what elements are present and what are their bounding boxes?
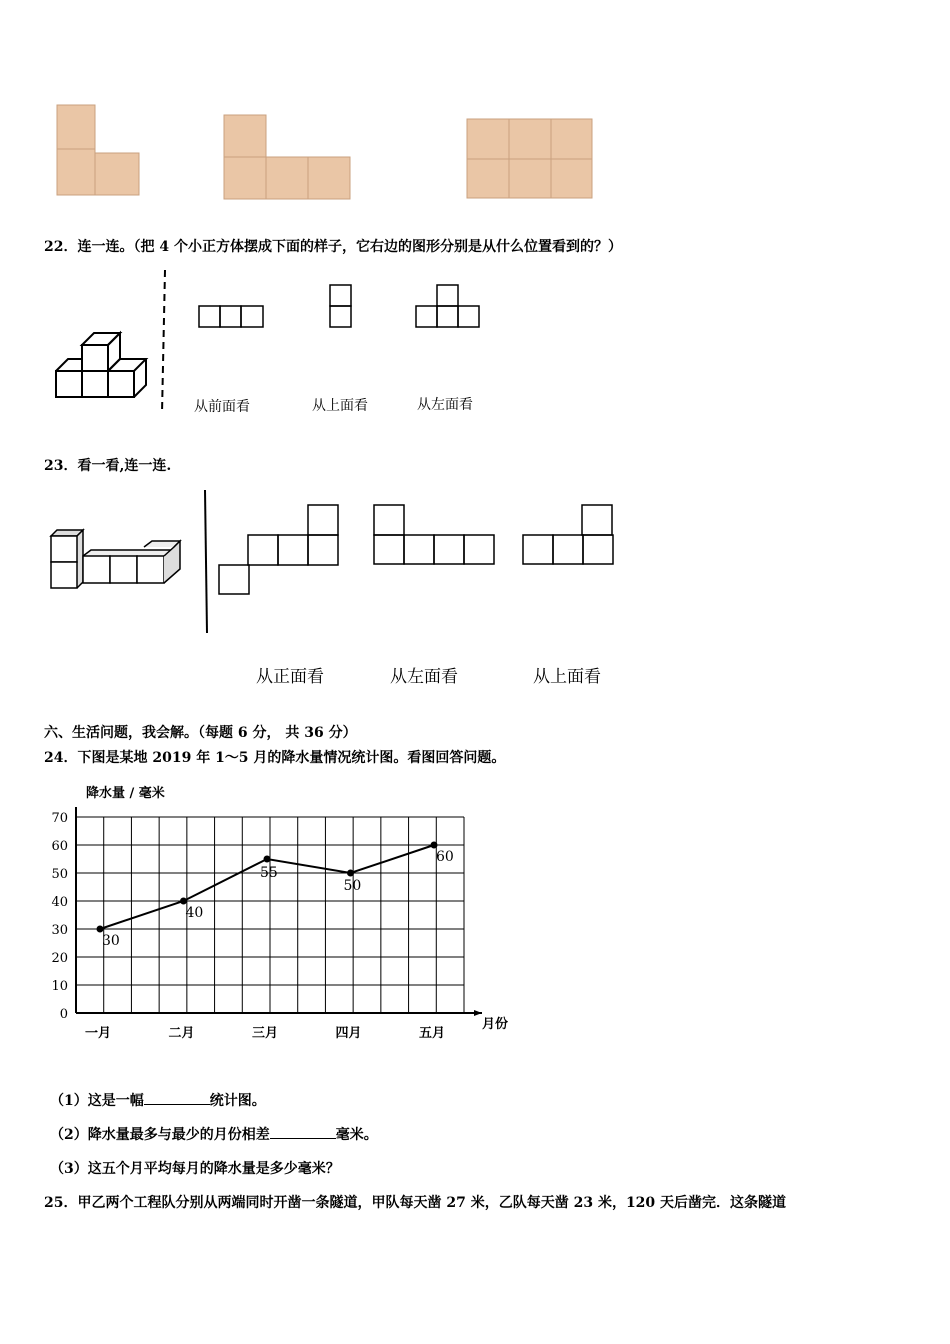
chart-x-label: 月份 <box>482 1017 509 1032</box>
q22-label-top: 从上面看 <box>312 398 368 414</box>
q22-view-left <box>416 285 479 327</box>
shape-left <box>57 105 139 195</box>
q24-sub1 <box>50 1090 266 1110</box>
q24-sub2-blank[interactable] <box>270 1126 336 1139</box>
q23-view-b <box>374 505 494 564</box>
q24-title: 24．下图是某地 2019 年 1～5 月的降水量情况统计图。看图回答问题。 <box>44 750 506 766</box>
q24-sub2 <box>50 1124 378 1144</box>
q23-label-front: 从正面看 <box>256 667 324 687</box>
section6-title: 六、生活问题，我会解。（每题 6 分， 共 36 分） <box>44 725 357 741</box>
q23-view-c <box>523 505 613 564</box>
q22-view-top <box>330 285 351 327</box>
q22-view-front <box>199 306 263 327</box>
shape-right <box>467 119 592 198</box>
data-label: 55 <box>260 865 278 881</box>
q24-sub3: （3）这五个月平均每月的降水量是多少毫米？ <box>50 1161 340 1177</box>
data-point <box>431 842 438 849</box>
chart-y-ticks <box>51 811 68 1022</box>
data-label: 40 <box>185 905 204 921</box>
data-label: 30 <box>102 933 120 949</box>
chart-grid <box>76 817 464 1013</box>
q23-title: 23．看一看,连一连. <box>44 458 172 474</box>
top-shapes-figure <box>0 95 620 210</box>
x-tick-label: 一月 <box>84 1026 112 1041</box>
q22-divider <box>162 270 165 413</box>
y-tick-label: 20 <box>51 951 68 966</box>
q24-sub2-after: 毫米。 <box>335 1127 378 1143</box>
y-tick-label: 10 <box>51 979 68 994</box>
q22-label-left: 从左面看 <box>417 397 473 413</box>
x-tick-label: 三月 <box>251 1026 279 1041</box>
q24-sub1-before: （1）这是一幅 <box>50 1093 144 1109</box>
q23-divider <box>205 490 207 633</box>
q23-figure <box>0 485 640 635</box>
q23-label-top: 从上面看 <box>533 667 601 687</box>
chart-y-label: 降水量 / 毫米 <box>86 786 165 801</box>
q22-cube-stack <box>56 333 146 397</box>
q25-title: 25．甲乙两个工程队分别从两端同时开凿一条隧道，甲队每天凿 27 米，乙队每天凿 23 米，120 天后凿完．这条隧道 <box>44 1195 787 1211</box>
y-tick-label: 30 <box>51 923 68 938</box>
q22-label-front: 从前面看 <box>194 399 250 415</box>
q23-view-a <box>219 505 338 594</box>
data-label: 60 <box>436 849 454 865</box>
chart-series <box>97 842 454 950</box>
q23-cube-stack <box>51 530 180 588</box>
q24-sub1-after: 统计图。 <box>209 1093 266 1109</box>
y-tick-label: 40 <box>51 895 68 910</box>
y-tick-label: 70 <box>51 811 68 826</box>
chart-x-ticks <box>85 1026 445 1041</box>
rainfall-line-chart <box>40 775 530 1060</box>
data-label: 50 <box>343 878 362 894</box>
q23-label-left: 从左面看 <box>390 667 458 687</box>
x-axis-arrow <box>474 1010 482 1016</box>
q24-sub1-blank[interactable] <box>144 1092 210 1105</box>
data-point <box>180 898 187 905</box>
data-point <box>264 856 271 863</box>
data-point <box>97 926 104 933</box>
q22-title: 22．连一连。（把 4 个小正方体摆成下面的样子，它右边的图形分别是从什么位置看到的？） <box>44 239 622 255</box>
q24-sub2-before: （2）降水量最多与最少的月份相差 <box>50 1127 270 1143</box>
x-tick-label: 二月 <box>168 1026 195 1041</box>
y-tick-label: 0 <box>59 1007 68 1022</box>
y-tick-label: 60 <box>51 839 68 854</box>
x-tick-label: 五月 <box>418 1026 446 1041</box>
x-tick-label: 四月 <box>335 1026 362 1041</box>
y-tick-label: 50 <box>51 867 68 882</box>
data-point <box>347 870 354 877</box>
shape-middle <box>224 115 350 199</box>
